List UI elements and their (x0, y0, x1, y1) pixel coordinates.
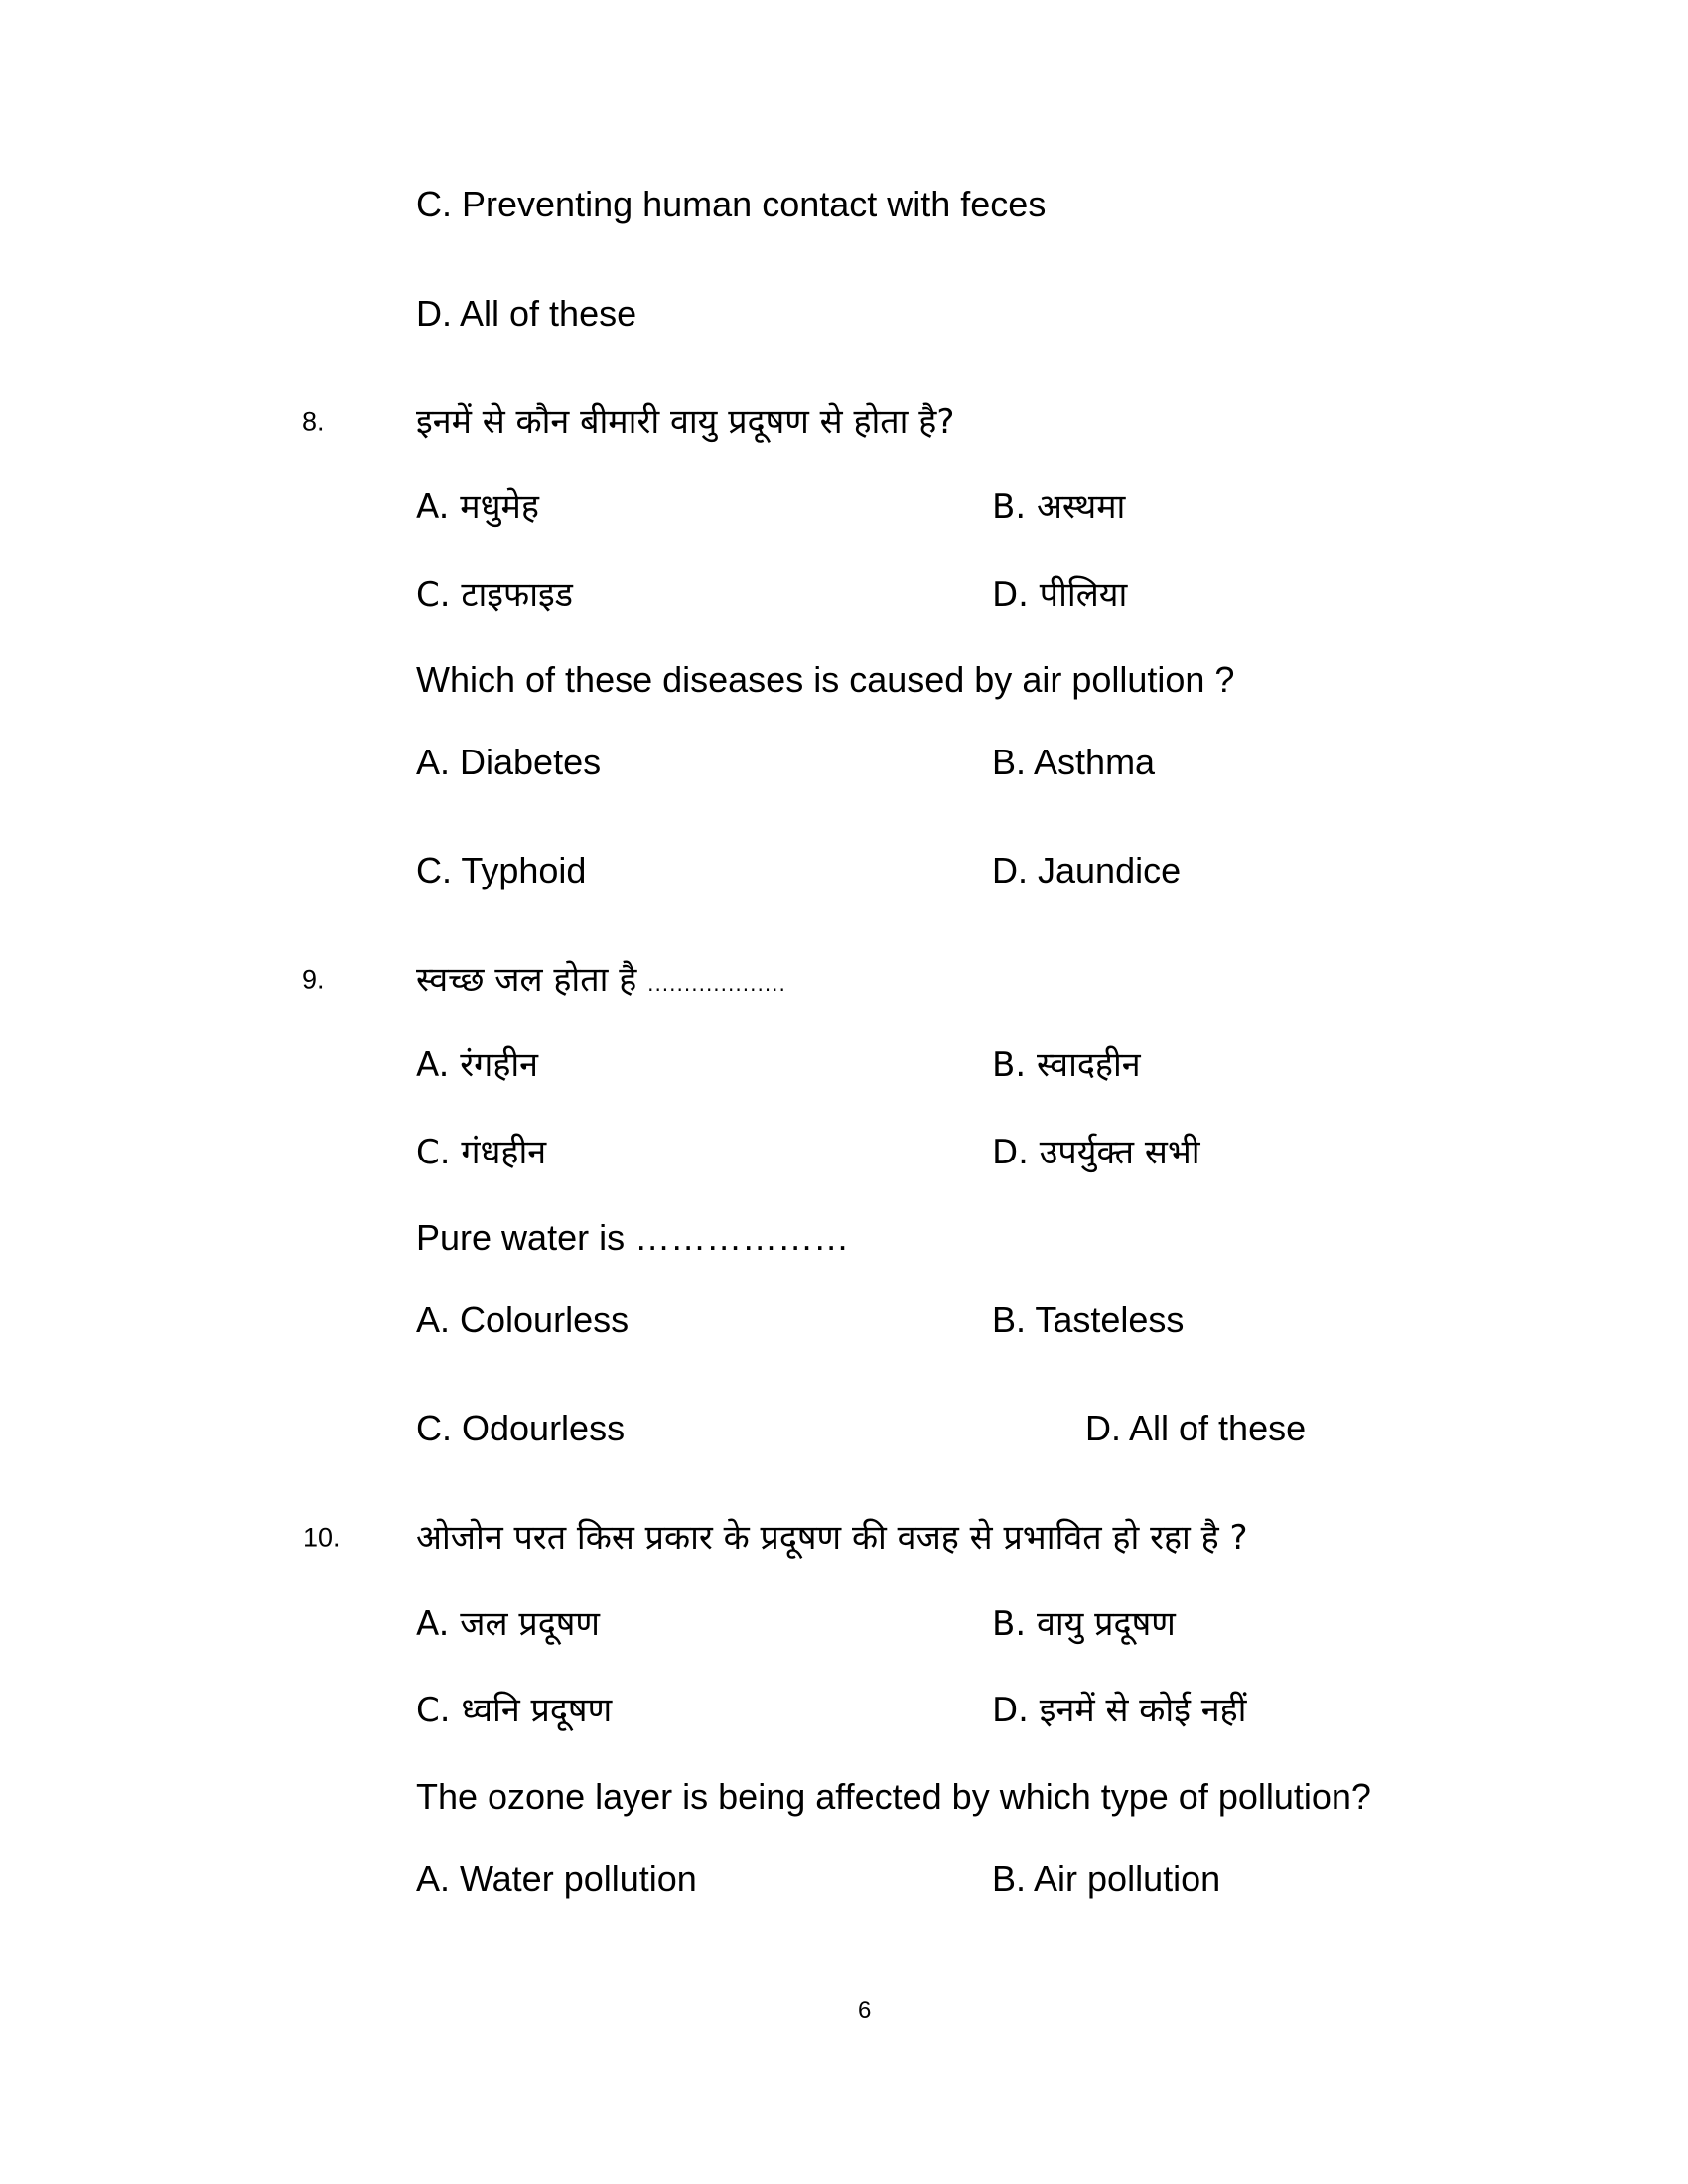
page-number: 6 (858, 1997, 872, 2024)
q9-english-option-a: A. Colourless (416, 1299, 630, 1340)
q10-english-option-a: A. Water pollution (416, 1858, 697, 1899)
q10-hindi-option-a: A. जल प्रदूषण (416, 1604, 600, 1644)
q10-hindi-option-d: D. इनमें से कोई नहीं (992, 1691, 1247, 1730)
q9-number: 9. (302, 964, 325, 995)
q9-hindi-option-a: A. रंगहीन (416, 1045, 539, 1085)
q10-english-option-b: B. Air pollution (992, 1858, 1221, 1899)
q8-english-option-c: C. Typhoid (416, 850, 587, 890)
q8-number: 8. (302, 406, 325, 437)
q9-english-option-c: C. Odourless (416, 1408, 626, 1448)
q8-hindi-option-b: B. अस्थमा (992, 487, 1126, 527)
q10-hindi-question: ओजोन परत किस प्रकार के प्रदूषण की वजह से प्रभावित हो रहा है ? (416, 1518, 1248, 1558)
q9-hindi-option-b: B. स्वादहीन (992, 1045, 1141, 1085)
q8-english-question: Which of these diseases is caused by air pollution ? (416, 659, 1235, 700)
q8-english-option-d: D. Jaundice (992, 850, 1182, 890)
q10-hindi-option-c: C. ध्वनि प्रदूषण (416, 1691, 613, 1730)
q10-number: 10. (303, 1522, 341, 1553)
q8-hindi-question: इनमें से कौन बीमारी वायु प्रदूषण से होता है? (416, 402, 955, 442)
q10-english-question: The ozone layer is being affected by which type of pollution? (416, 1776, 1371, 1817)
q7-option-c: C. Preventing human contact with feces (416, 184, 1047, 224)
q8-hindi-option-c: C. टाइफाइड (416, 575, 573, 614)
q10-hindi-option-b: B. वायु प्रदूषण (992, 1604, 1176, 1644)
q9-english-question: Pure water is ……………… (416, 1217, 850, 1258)
q9-hindi-question (416, 960, 786, 1000)
q9-english-option-b: B. Tasteless (992, 1299, 1185, 1340)
q9-hindi-option-d: D. उपर्युक्त सभी (992, 1133, 1200, 1172)
q7-option-d: D. All of these (416, 293, 637, 334)
q9-hindi-blank: ................... (647, 972, 786, 996)
q9-hindi-question-text: स्वच्छ जल होता है (416, 960, 637, 1000)
q9-english-option-d: D. All of these (1085, 1408, 1307, 1448)
q8-english-option-b: B. Asthma (992, 742, 1156, 782)
q9-hindi-option-c: C. गंधहीन (416, 1133, 547, 1172)
q8-hindi-option-d: D. पीलिया (992, 575, 1128, 614)
q8-hindi-option-a: A. मधुमेह (416, 487, 539, 527)
q8-english-option-a: A. Diabetes (416, 742, 602, 782)
